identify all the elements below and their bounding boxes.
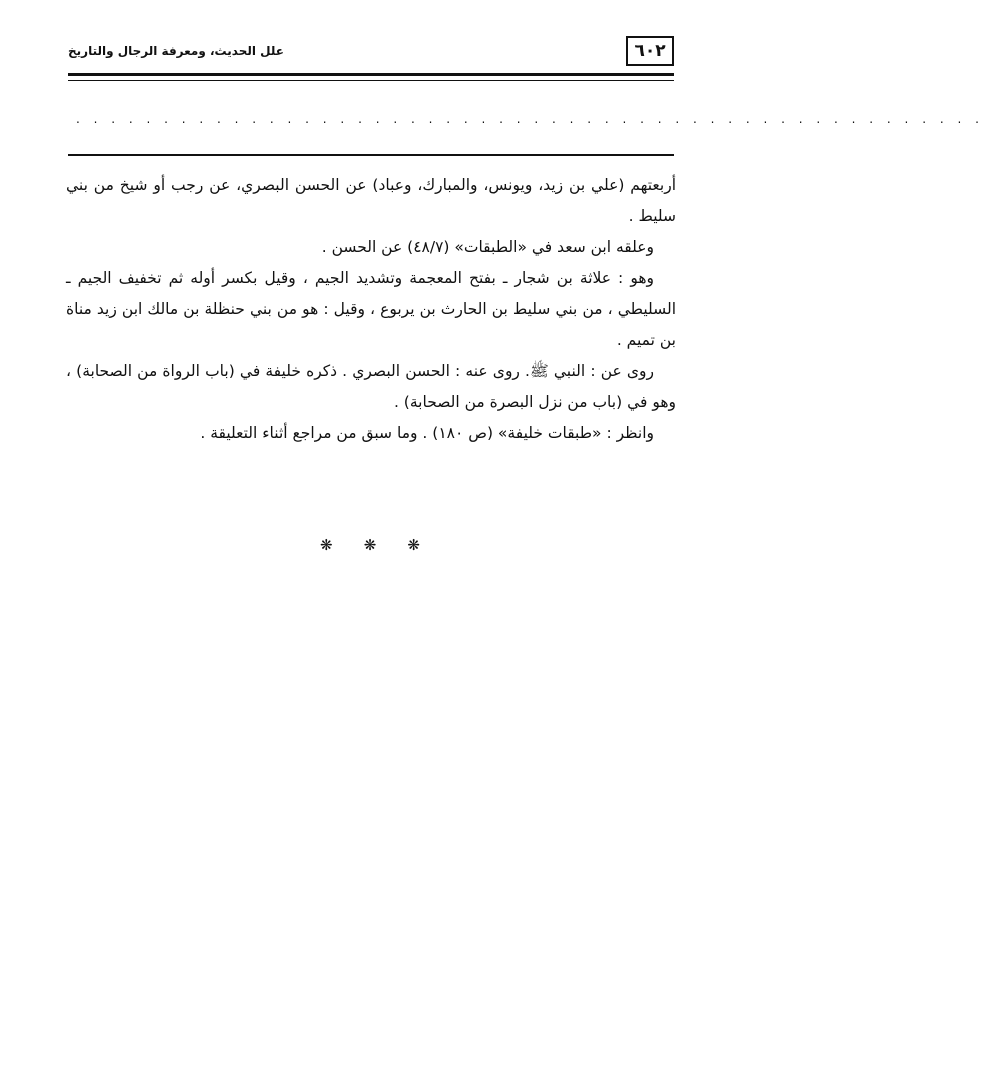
page-number: ٦٠٢ [626, 36, 674, 66]
header-rule-thick [68, 73, 674, 76]
dotted-separator: . . . . . . . . . . . . . . . . . . . . . . . . . . . . . . . . . . . . . . . . . . . . . . . . . . . . [76, 112, 984, 126]
star-icon: ❋ [320, 536, 333, 554]
footnote-rule [68, 154, 674, 156]
paragraph-identity: وهو : علاثة بن شجار ـ بفتح المعجمة وتشديد الجيم ، وقيل بكسر أوله ثم تخفيف الجيم ـ السليطي ، من بني سليط بن الحارث بن يربوع ، وقيل : هو من بني حنظلة بن مالك ابن زيد مناة بن تميم . [66, 269, 676, 349]
header-rule-thin [68, 80, 674, 81]
footnote-body [66, 170, 676, 449]
star-icon: ❋ [407, 536, 420, 554]
star-icon: ❋ [363, 536, 377, 554]
paragraph-narrators: أربعتهم (علي بن زيد، ويونس، والمبارك، وعباد) عن الحسن البصري، عن رجب أو شيخ من بني سليط . [66, 176, 676, 225]
running-title: علل الحديث، ومعرفة الرجال والتاريخ [68, 44, 284, 58]
section-end-ornament [320, 536, 420, 554]
paragraph-narration: روى عن : النبي ﷺ. روى عنه : الحسن البصري . ذكره خليفة في (باب الرواة من الصحابة) ، وهو في (باب من نزل البصرة من الصحابة) . [66, 362, 676, 411]
page-header [68, 36, 674, 68]
paragraph-see-also: وانظر : «طبقات خليفة» (ص ١٨٠) . وما سبق من مراجع أثناء التعليقة . [200, 424, 654, 442]
paragraph-ibn-saad: وعلقه ابن سعد في «الطبقات» (٤٨/٧) عن الحسن . [321, 238, 654, 256]
